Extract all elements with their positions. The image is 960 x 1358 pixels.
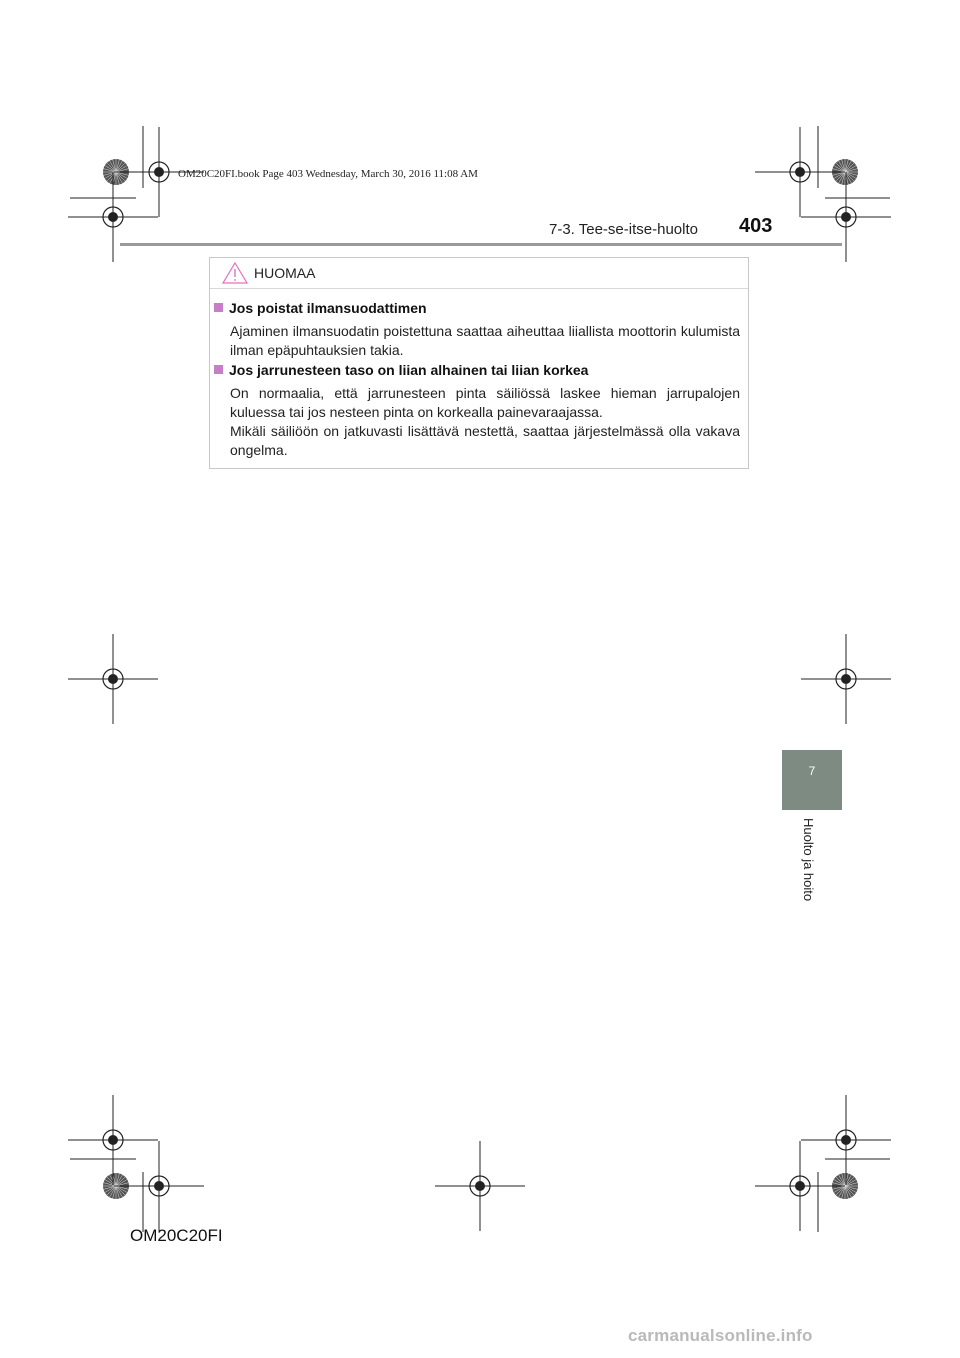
crosshair-dot xyxy=(154,167,164,177)
crosshair-dot xyxy=(841,674,851,684)
crosshair-dot xyxy=(795,167,805,177)
bullet-square-icon xyxy=(214,365,223,374)
section-title: 7-3. Tee-se-itse-huolto xyxy=(549,221,698,238)
page-number: 403 xyxy=(739,215,773,237)
notice-paragraph: Mikäli säiliöön on jatkuvasti lisättävä nestettä, saattaa järjestelmässä olla vakava ongelma. xyxy=(230,423,740,458)
header-rule xyxy=(120,243,842,246)
notice-paragraph: On normaalia, että jarrunesteen pinta säiliössä laskee hieman jarrupalojen kuluessa tai jos nesteen pinta on korkealla painevaraajassa. xyxy=(230,385,740,420)
chapter-number: 7 xyxy=(808,764,816,778)
warning-triangle-icon xyxy=(222,262,248,284)
notice-header xyxy=(210,258,748,289)
notice-item-heading: Jos poistat ilmansuodattimen xyxy=(214,300,427,316)
crosshair-dot xyxy=(841,1135,851,1145)
notice-label: HUOMAA xyxy=(254,265,316,281)
book-info-line: OM20C20FI.book Page 403 Wednesday, March 30, 2016 11:08 AM xyxy=(178,168,478,180)
crosshair-dot xyxy=(841,212,851,222)
document-code: OM20C20FI xyxy=(130,1226,223,1245)
notice-item-heading: Jos jarrunesteen taso on liian alhainen tai liian korkea xyxy=(214,362,588,378)
crosshair-dot xyxy=(108,1135,118,1145)
crosshair-dot xyxy=(795,1181,805,1191)
notice-box xyxy=(209,257,749,469)
crosshair-dot xyxy=(154,1181,164,1191)
watermark: carmanualsonline.info xyxy=(628,1326,813,1345)
notice-paragraph: Ajaminen ilmansuodatin poistettuna saattaa aiheuttaa liiallista moottorin kulumista ilman epäpuhtauksien takia. xyxy=(230,323,740,358)
crosshair-dot xyxy=(108,674,118,684)
bullet-square-icon xyxy=(214,303,223,312)
chapter-tab xyxy=(782,750,842,810)
crosshair-dot xyxy=(475,1181,485,1191)
chapter-title: Huolto ja hoito xyxy=(801,818,816,902)
crosshair-dot xyxy=(108,212,118,222)
